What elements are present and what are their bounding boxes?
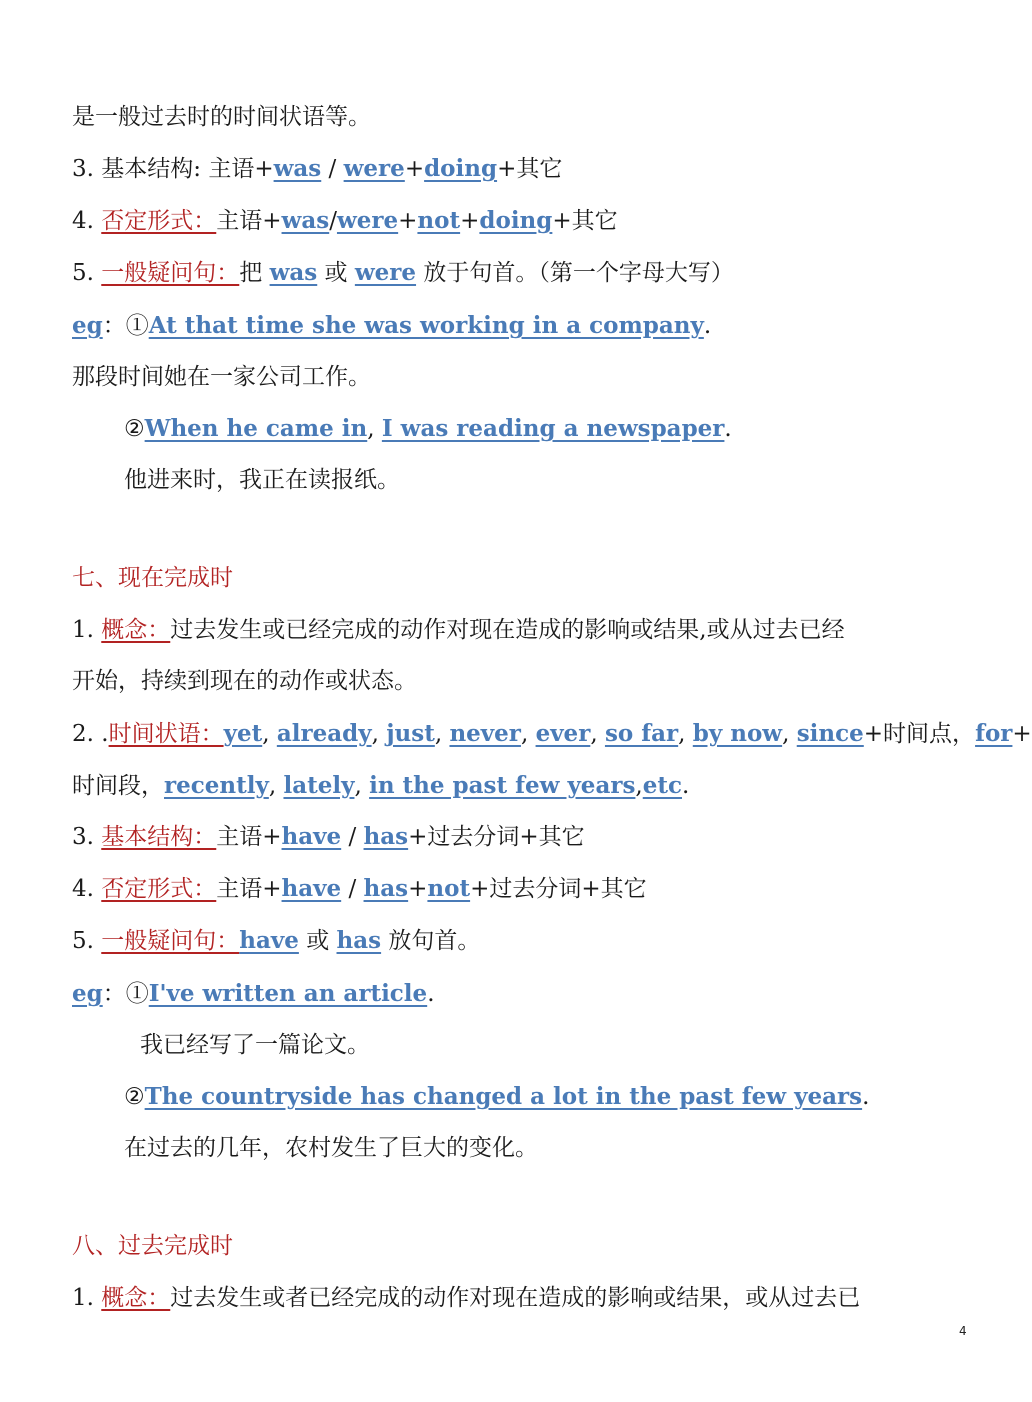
english-term: by now [692, 720, 783, 747]
term-label: 时间状语： [108, 721, 224, 747]
heading-text: 八、过去完成时 [72, 1233, 233, 1259]
english-term: was [273, 155, 322, 182]
english-term: not [417, 207, 461, 234]
english-term: etc [642, 772, 682, 799]
text-span: 主语+ [216, 876, 282, 902]
section-heading [72, 1231, 233, 1261]
text-line [72, 822, 585, 852]
text-span: . [427, 981, 435, 1007]
text-span: 是一般过去时的时间状语等。 [72, 104, 371, 130]
text-line [72, 771, 689, 801]
text-span: , [635, 773, 643, 799]
text-span: , [354, 773, 370, 799]
term-label: 一般疑问句： [101, 260, 240, 286]
page-number: 4 [959, 1324, 967, 1338]
text-span: 3. 基本结构: 主语+ [72, 156, 274, 182]
english-term: so far [604, 720, 679, 747]
text-span: 2. . [72, 721, 109, 747]
text-span: + [1012, 721, 1032, 747]
english-term: has [336, 927, 382, 954]
text-span: 5. [72, 260, 102, 286]
text-line [72, 615, 845, 645]
english-term: have [281, 875, 342, 902]
english-term: were [343, 155, 405, 182]
english-term: was [269, 259, 318, 286]
text-span: +时间点， [863, 721, 976, 747]
text-span: +其它 [497, 156, 563, 182]
english-term: lately [283, 772, 355, 799]
example-line [72, 311, 711, 341]
text-span: 把 [239, 260, 270, 286]
english-term: I was reading a newspaper [381, 415, 725, 442]
text-line [72, 102, 371, 132]
text-span: , [590, 721, 605, 747]
text-line [72, 666, 417, 696]
english-term: eg [72, 312, 103, 339]
text-span: . [724, 416, 732, 442]
text-span: / [341, 824, 364, 850]
term-label: 概念： [101, 1285, 171, 1311]
text-span: 1. [72, 617, 102, 643]
text-line [72, 874, 647, 904]
english-term: just [386, 720, 435, 747]
text-span: 或 [317, 260, 355, 286]
english-term: has [363, 823, 409, 850]
text-line [72, 926, 480, 956]
term-label: 否定形式： [101, 876, 217, 902]
text-span: ：① [102, 981, 149, 1007]
text-span: +过去分词+其它 [408, 824, 585, 850]
english-term: doing [424, 155, 498, 182]
english-term: The countryside has changed a lot in the past few years [144, 1083, 863, 1110]
text-span: , [262, 721, 277, 747]
english-term: never [449, 720, 521, 747]
text-span: / [341, 876, 364, 902]
text-span: 过去发生或已经完成的动作对现在造成的影响或结果,或从过去已经 [170, 617, 845, 643]
english-term: since [796, 720, 864, 747]
term-label: 基本结构： [101, 824, 217, 850]
text-line [72, 154, 562, 184]
text-span: + [404, 156, 425, 182]
text-span: 时间段， [72, 773, 164, 799]
text-span: 他进来时，我正在读报纸。 [124, 467, 400, 493]
example-line [72, 979, 435, 1009]
text-span: 那段时间她在一家公司工作。 [72, 364, 371, 390]
text-span: , [434, 721, 450, 747]
text-span: . [682, 773, 690, 799]
text-line [72, 1283, 860, 1313]
text-span: 5. [72, 928, 102, 954]
heading-text: 七、现在完成时 [72, 565, 233, 591]
text-span: 4. [72, 208, 102, 234]
english-term: for [975, 720, 1013, 747]
text-span: + [408, 876, 428, 902]
text-span: ：① [102, 313, 149, 339]
translation-line [140, 1030, 370, 1060]
text-line [72, 258, 734, 288]
example-line [124, 1082, 869, 1112]
english-term: doing [479, 207, 553, 234]
section-heading [72, 563, 233, 593]
english-term: I've written an article [148, 980, 428, 1007]
text-span: 放于句首。（第一个字母大写） [416, 260, 734, 286]
english-term: have [239, 927, 299, 954]
english-term: yet [223, 720, 263, 747]
text-span: 放句首。 [381, 928, 481, 954]
text-span: , [678, 721, 693, 747]
text-span: / [329, 208, 337, 234]
text-span: , [520, 721, 536, 747]
english-term: in the past few years [369, 772, 636, 799]
english-term: not [427, 875, 471, 902]
text-span: + [460, 208, 480, 234]
translation-line [72, 362, 371, 392]
text-span: + [398, 208, 418, 234]
text-span: ② [124, 416, 145, 442]
text-span: +过去分词+其它 [470, 876, 647, 902]
text-span: , [782, 721, 797, 747]
english-term: When he came in [144, 415, 368, 442]
text-span: 主语+ [216, 824, 282, 850]
english-term: recently [164, 772, 269, 799]
english-term: was [281, 207, 330, 234]
english-term: have [281, 823, 342, 850]
text-span: / [321, 156, 344, 182]
text-span: 我已经写了一篇论文。 [140, 1032, 370, 1058]
text-span: 过去发生或者已经完成的动作对现在造成的影响或结果，或从过去已 [170, 1285, 861, 1311]
text-span: . [862, 1084, 870, 1110]
translation-line [124, 1133, 538, 1163]
text-span: 1. [72, 1285, 102, 1311]
english-term: has [363, 875, 409, 902]
text-span: 在过去的几年，农村发生了巨大的变化。 [124, 1135, 538, 1161]
text-span: +其它 [552, 208, 618, 234]
english-term: At that time she was working in a company [148, 312, 704, 339]
example-line [124, 414, 732, 444]
text-line [72, 719, 1032, 749]
text-span: 4. [72, 876, 102, 902]
english-term: ever [535, 720, 591, 747]
english-term: were [354, 259, 417, 286]
term-label: 一般疑问句： [101, 928, 240, 954]
text-span: . [703, 313, 712, 339]
text-span: ② [124, 1084, 145, 1110]
text-span: 3. [72, 824, 102, 850]
english-term: already [276, 720, 372, 747]
text-span: 开始，持续到现在的动作或状态。 [72, 668, 417, 694]
text-span: , [371, 721, 387, 747]
text-span: , [367, 416, 382, 442]
text-span: 或 [298, 928, 337, 954]
term-label: 概念： [101, 617, 171, 643]
text-line [72, 206, 618, 236]
text-span: , [268, 773, 284, 799]
translation-line [124, 465, 400, 495]
english-term: eg [72, 980, 103, 1007]
term-label: 否定形式： [101, 208, 217, 234]
english-term: were [336, 207, 399, 234]
text-span: 主语+ [216, 208, 282, 234]
